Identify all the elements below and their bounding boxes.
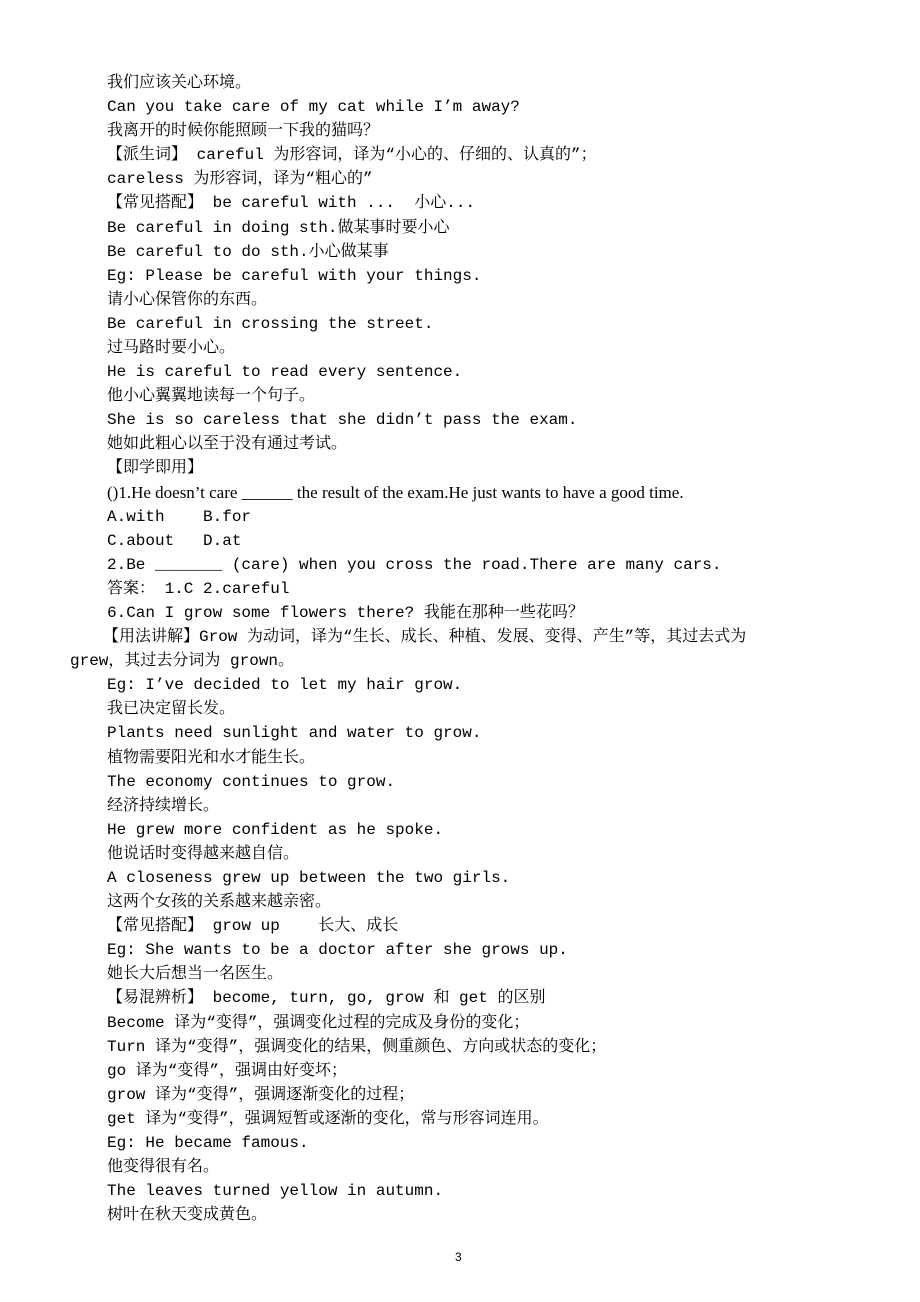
text-line: grew，其过去分词为 grown。 bbox=[70, 652, 295, 671]
text-line: get 译为“变得”，强调短暂或逐渐的变化，常与形容词连用。 bbox=[107, 1109, 549, 1128]
text-line: Be careful in crossing the street. bbox=[107, 314, 434, 333]
text-line: He is careful to read every sentence. bbox=[107, 363, 463, 382]
text-line: 【易混辨析】 become, turn, go, grow 和 get 的区别 bbox=[107, 989, 546, 1008]
text-line: 6.Can I grow some flowers there? 我能在那种一些花吗？ bbox=[107, 603, 584, 622]
text-line: She is so careless that she didn’t pass the exam. bbox=[107, 411, 578, 430]
text-line: 【常见搭配】 be careful with ... 小心... bbox=[107, 194, 476, 213]
text-line: Eg: Please be careful with your things. bbox=[107, 266, 482, 285]
text-line: 经济持续增长。 bbox=[107, 796, 220, 815]
text-line: He grew more confident as he spoke. bbox=[107, 820, 444, 839]
text-line: 树叶在秋天变成黄色。 bbox=[107, 1206, 268, 1225]
text-line: 请小心保管你的东西。 bbox=[107, 290, 268, 309]
text-line: 他小心翼翼地读每一个句子。 bbox=[107, 387, 316, 406]
text-line: 这两个女孩的关系越来越亲密。 bbox=[107, 893, 332, 912]
text-line: 【常见搭配】 grow up 长大、成长 bbox=[107, 917, 399, 936]
text-line: Become 译为“变得”，强调变化过程的完成及身份的变化； bbox=[107, 1013, 530, 1032]
text-line: go 译为“变得”，强调由好变坏； bbox=[107, 1061, 348, 1080]
text-line: 【派生词】 careful 为形容词，译为“小心的、仔细的、认真的”； bbox=[107, 146, 597, 165]
text-line: 我离开的时候你能照顾一下我的猫吗？ bbox=[107, 122, 380, 141]
text-line: 【用法讲解】Grow 为动词，译为“生长、成长、种植、发展、变得、产生”等，其过去式为 bbox=[103, 628, 747, 647]
text-line: Plants need sunlight and water to grow. bbox=[107, 724, 482, 743]
text-line: 过马路时要小心。 bbox=[107, 338, 236, 357]
text-line: 答案： 1.C 2.careful bbox=[107, 579, 290, 598]
text-line: Turn 译为“变得”，强调变化的结果，侧重颜色、方向或状态的变化； bbox=[107, 1037, 607, 1056]
text-line: 我们应该关心环境。 bbox=[107, 74, 252, 92]
text-line: 【即学即用】 bbox=[107, 459, 204, 478]
text-line: 植物需要阳光和水才能生长。 bbox=[107, 748, 316, 767]
text-line: Can you take care of my cat while I’m away? bbox=[107, 98, 520, 117]
text-line: 我已决定留长发。 bbox=[107, 700, 236, 719]
text-line: careless 为形容词，译为“粗心的” bbox=[107, 170, 373, 189]
text-line: C.about D.at bbox=[107, 531, 242, 550]
text-line: A closeness grew up between the two girls. bbox=[107, 868, 511, 887]
text-line: The economy continues to grow. bbox=[107, 772, 396, 791]
text-line: 她长大后想当一名医生。 bbox=[107, 965, 284, 984]
text-line: Be careful in doing sth.做某事时要小心 bbox=[107, 218, 450, 237]
text-line: 他变得很有名。 bbox=[107, 1158, 220, 1177]
text-line: ()1.He doesn’t care ______ the result of the exam.He just wants to have a good time. bbox=[107, 482, 684, 502]
text-line: Eg: She wants to be a doctor after she grows up. bbox=[107, 941, 568, 960]
page-number: 3 bbox=[455, 1250, 462, 1264]
text-line: 2.Be _______ (care) when you cross the road.There are many cars. bbox=[107, 555, 722, 574]
text-line: Be careful to do sth.小心做某事 bbox=[107, 242, 389, 261]
text-line: A.with B.for bbox=[107, 507, 252, 526]
text-line: Eg: He became famous. bbox=[107, 1133, 309, 1152]
text-line: 她如此粗心以至于没有通过考试。 bbox=[107, 435, 348, 454]
text-line: Eg: I’ve decided to let my hair grow. bbox=[107, 676, 463, 695]
text-line: grow 译为“变得”，强调逐渐变化的过程； bbox=[107, 1085, 415, 1104]
text-line: 他说话时变得越来越自信。 bbox=[107, 844, 300, 863]
text-line: The leaves turned yellow in autumn. bbox=[107, 1182, 444, 1201]
